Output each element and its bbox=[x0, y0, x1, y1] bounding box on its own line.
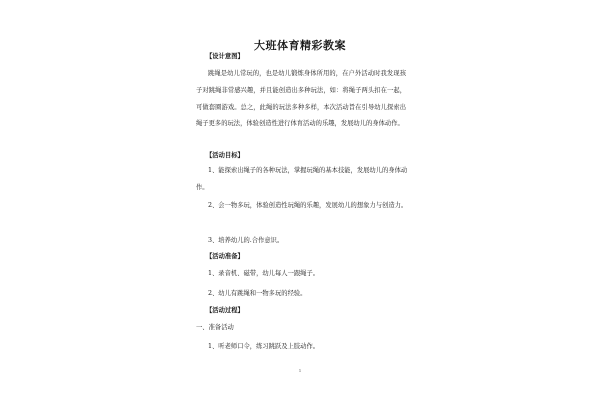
goal-item-1: 1、能探索出绳子的各种玩法，掌握玩绳的基本技能，发展幼儿的身体动作。 bbox=[196, 167, 408, 191]
design-paragraph: 跳绳是幼儿常玩的，也是幼儿锻炼身体所用的，在户外活动时我发现孩子对跳绳非常感兴趣，并且能创造出多种玩法，如：将绳子两头扣在一起，可做套圈游戏。总之，此绳的玩法多种多样，本次活动旨在引导幼儿探索出绳子更多的玩法，体验创造性进行体育活动的乐趣，发展幼儿的身体动作。 bbox=[196, 70, 406, 128]
process-item-2: 1、听老师口令，练习跳跃及上肢动作。 bbox=[208, 343, 320, 350]
preparation-item-1: 1、录音机、磁带，幼儿每人一跟绳子。 bbox=[208, 270, 320, 277]
preparation-item-2: 2、幼儿有跳绳和一物多玩的经验。 bbox=[208, 290, 307, 297]
page-number: 1 bbox=[298, 368, 302, 373]
goals-heading: 【活动目标】 bbox=[206, 152, 244, 159]
design-heading: 【设计意图】 bbox=[206, 53, 244, 60]
preparation-heading: 【活动准备】 bbox=[206, 253, 244, 260]
process-item-1: 一、准备活动 bbox=[196, 324, 234, 331]
goal-item-2: 2、会一物多玩，体验创造性玩绳的乐趣，发展幼儿的想象力与创造力。 bbox=[208, 202, 408, 209]
process-heading: 【活动过程】 bbox=[206, 307, 244, 314]
document-title: 大班体育精彩教案 bbox=[254, 39, 346, 52]
goal-item-3: 3、培养幼儿的.合作意识。 bbox=[208, 237, 284, 244]
